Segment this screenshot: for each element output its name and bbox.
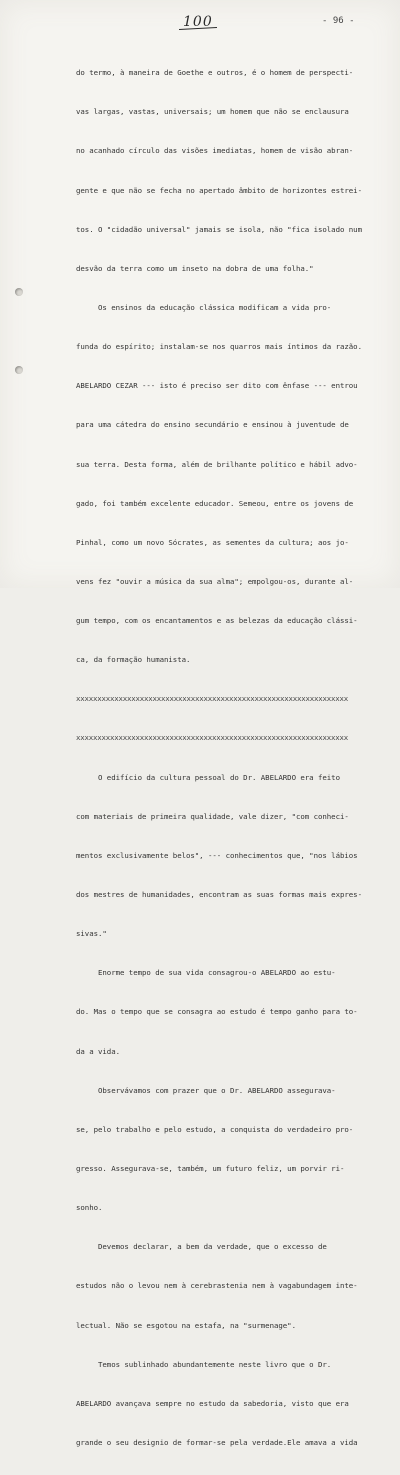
text-line: dos mestres de humanidades, encontram as suas formas mais expres-	[76, 890, 362, 900]
text-line: lectual. Não se esgotou na estafa, na "surmenage".	[76, 1320, 296, 1330]
text-line: Pinhal, como um novo Sócrates, as sementes da cultura; aos jo-	[76, 537, 349, 547]
text-line: do. Mas o tempo que se consagra ao estudo é tempo ganho para to-	[76, 1007, 358, 1017]
text-line: funda do espírito; instalam-se nos quarros mais íntimos da razão.	[76, 342, 362, 352]
handwritten-page-number: 100	[183, 14, 213, 30]
text-line: no acanhado círculo das visões imediatas, homem de visão abran-	[76, 146, 354, 156]
text-line: sua terra. Desta forma, além de brilhante político e hábil advo-	[76, 459, 358, 469]
text-line: sonho.	[76, 1203, 103, 1213]
text-line: estudos não o levou nem à cerebrastenia nem à vagabundagem inte-	[76, 1281, 358, 1291]
text-line: para uma cátedra do ensino secundário e ensinou à juventude de	[76, 420, 349, 430]
struck-out-line: xxxxxxxxxxxxxxxxxxxxxxxxxxxxxxxxxxxxxxxxxxxxxxxxxxxxxxxxxxxxxxxx	[76, 694, 348, 704]
text-line: gum tempo, com os encantamentos e as belezas da educação clássi-	[76, 616, 358, 626]
text-line: Os ensinos da educação clássica modificam a vida pro-	[76, 302, 332, 312]
text-line: vas largas, vastas, universais; um homem que não se enclausura	[76, 107, 349, 117]
text-line: Enorme tempo de sua vida consagrou-o ABELARDO ao estu-	[76, 968, 336, 978]
text-line: se, pelo trabalho e pelo estudo, a conquista do verdadeiro pro-	[76, 1124, 354, 1134]
text-line: O edifício da cultura pessoal do Dr. ABELARDO era feito	[76, 772, 340, 782]
text-line: Devemos declarar, a bem da verdade, que o excesso de	[76, 1242, 327, 1252]
text-line: Temos sublinhado abundantemente neste livro que o Dr.	[76, 1359, 332, 1369]
text-line: tos. O "cidadão universal" jamais se isola, não "fica isolado num	[76, 224, 362, 234]
text-line: gado, foi também excelente educador. Semeou, entre os jovens de	[76, 498, 354, 508]
text-line: mentos exclusivamente belos", --- conhecimentos que, "nos lábios	[76, 850, 358, 860]
text-line: gresso. Assegurava-se, também, um futuro feliz, um porvir ri-	[76, 1164, 345, 1174]
binder-hole	[15, 288, 23, 296]
text-line: ABELARDO CEZAR --- isto é preciso ser dito com ênfase --- entrou	[76, 381, 358, 391]
text-line: ca, da formação humanista.	[76, 655, 191, 665]
text-line: Observávamos com prazer que o Dr. ABELARDO assegurava-	[76, 1085, 336, 1095]
text-line: da a vida.	[76, 1046, 120, 1056]
body-text	[76, 40, 394, 1475]
text-line: desvão da terra como um inseto na dobra de uma folha."	[76, 263, 314, 273]
struck-out-line: xxxxxxxxxxxxxxxxxxxxxxxxxxxxxxxxxxxxxxxxxxxxxxxxxxxxxxxxxxxxxxxx	[76, 733, 348, 743]
binder-hole	[15, 366, 23, 374]
text-line: sivas."	[76, 929, 107, 939]
text-line: gente e que não se fecha no apertado âmbito de horizontes estrei-	[76, 185, 362, 195]
text-line: vens fez "ouvir a música da sua alma"; empolgou-os, durante al-	[76, 576, 354, 586]
text-line: grande o seu designio de formar-se pela verdade.Ele amava a vida	[76, 1438, 358, 1448]
text-line: ABELARDO avançava sempre no estudo da sabedoria, visto que era	[76, 1398, 349, 1408]
text-line: do termo, à maneira de Goethe e outros, é o homem de perspecti-	[76, 68, 354, 78]
text-line: com materiais de primeira qualidade, vale dizer, "com conheci-	[76, 811, 349, 821]
page-number: - 96 -	[322, 16, 355, 26]
